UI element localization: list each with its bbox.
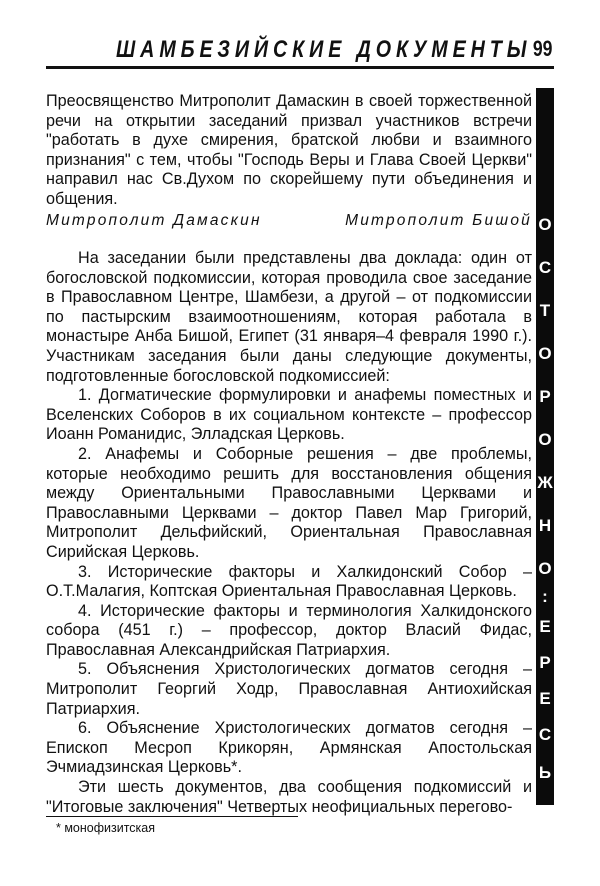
intro-paragraph: Преосвященство Митрополит Дамаскин в своей торжественной речи на открытии заседаний призвал участников встречи "работать в духе смирения, братской любви и взаимного признания" с тем, чтобы "Господь Веры и Глава Своей Церкви" направил нас Св.Духом по скорейшему пути объединения и общения. — [46, 92, 532, 208]
sidebar-letter: Р — [539, 387, 551, 406]
sidebar-letter: Ь — [538, 763, 552, 782]
sidebar-letter: Т — [539, 301, 551, 320]
sidebar-letter: О — [538, 430, 552, 449]
running-header — [46, 22, 554, 69]
footnote: * монофизитская — [56, 821, 156, 835]
sidebar-letter: Р — [539, 653, 551, 672]
sidebar-letter: О — [538, 344, 552, 363]
list-item: 1. Догматические формулировки и анафемы поместных и Вселенских Соборов в их социальном контексте – профессор Иоанн Романидис, Элладская Церковь. — [46, 386, 532, 444]
signatures — [46, 212, 532, 234]
list-item: 2. Анафемы и Соборные решения – две проблемы, которые необходимо решить для восстановления общения между Ориентальными Православными Церквами и Православными Церквами – доктор Павел Мар Григорий, Митрополит Дельфийский, Ориентальная Православная Сирийская Церковь. — [46, 444, 532, 561]
running-title: ШАМБЕЗИЙСКИЕ ДОКУМЕНТЫ — [116, 36, 532, 63]
sidebar-letter: Е — [539, 617, 551, 636]
list-item: 4. Исторические факторы и терминология Халкидонского собора (451 г.) – профессор, доктор Власий Фидас, Православная Александрийская Патриархия. — [46, 601, 532, 659]
list-item: 5. Объяснения Христологических догматов сегодня – Митрополит Георгий Ходр, Православная Антиохийская Патриархия. — [46, 660, 532, 718]
page-number: 99 — [532, 36, 552, 61]
sidebar-letter: С — [538, 725, 552, 744]
sidebar-letter: О — [538, 559, 552, 578]
side-thumb-index — [536, 88, 554, 805]
list-item: 3. Исторические факторы и Халкидонский Собор – О.Т.Малагия, Коптская Ориентальная Православная Церковь. — [46, 562, 532, 601]
body-paragraph: Эти шесть документов, два сообщения подкомиссий и "Итоговые заключения" Четвертых неофициальных перегово- — [46, 778, 532, 816]
sidebar-letter: С — [538, 258, 552, 277]
sidebar-letter: Н — [538, 516, 552, 535]
sidebar-letter: Е — [539, 689, 551, 708]
body-paragraph: На заседании были представлены два доклада: один от богословской подкомиссии, которая проводила свое заседание в Православном Центре, Шамбези, а другой – от подкомиссии по пастырским взаимоотношениям, которая работала в монастыре Анба Бишой, Египет (31 января–4 февраля 1990 г.). Участникам заседания были даны следующие документы, подготовленные богословской подкомиссией: — [46, 249, 532, 385]
signature-left: Митрополит Дамаскин — [46, 212, 262, 229]
footnote-divider — [46, 816, 298, 817]
signature-right: Митрополит Бишой — [345, 212, 532, 229]
sidebar-letter: О — [538, 215, 552, 234]
sidebar-letter: : — [542, 587, 548, 606]
intro-section — [46, 92, 532, 210]
main-body — [46, 249, 532, 817]
sidebar-letter: Ж — [537, 473, 553, 492]
list-item: 6. Объяснение Христологических догматов сегодня – Епископ Месроп Крикорян, Армянская Апостольская Эчмиадзинская Церковь*. — [46, 719, 532, 777]
